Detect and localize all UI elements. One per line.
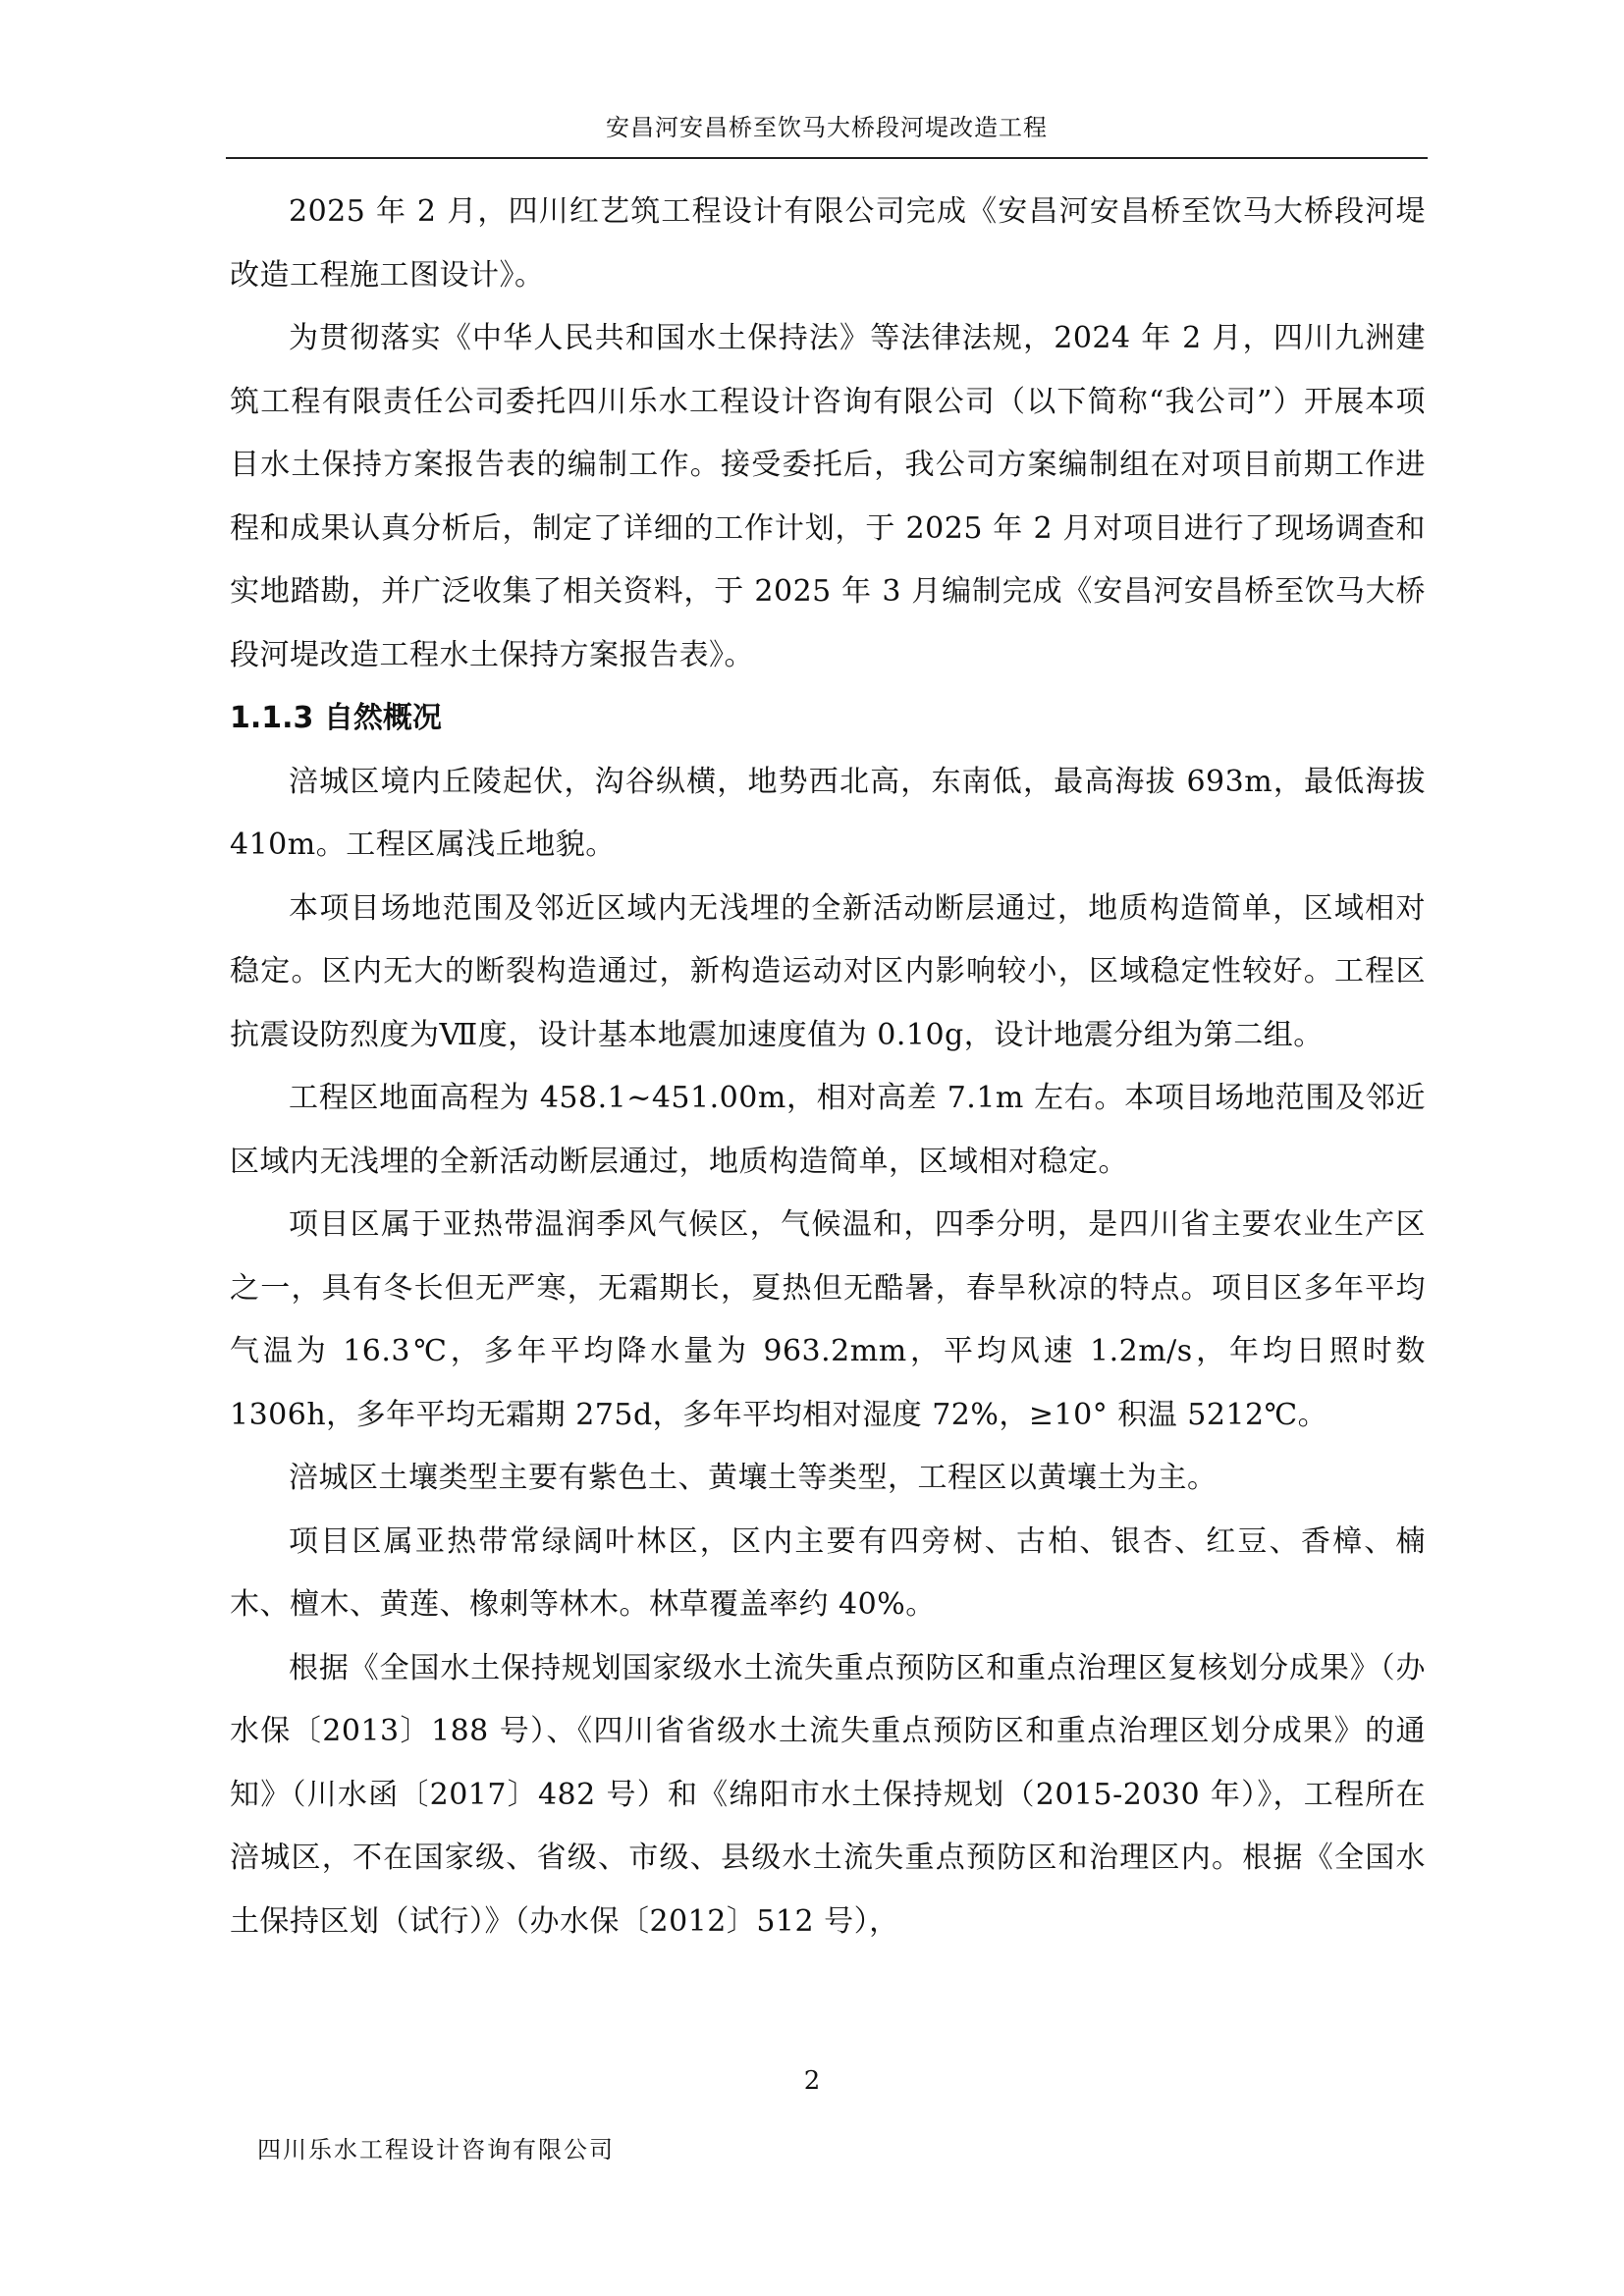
document-body [230,181,1426,1953]
paragraph-geology: 本项目场地范围及邻近区域内无浅埋的全新活动断层通过，地质构造简单，区域相对稳定。区内无大的断裂构造通过，新构造运动对区内影响较小，区域稳定性较好。工程区抗震设防烈度为Ⅶ度，设计基本地震加速度值为 0.10g，设计地震分组为第二组。 [230,890,1426,1052]
paragraph-terrain: 涪城区境内丘陵起伏，沟谷纵横，地势西北高，东南低，最高海拔 693m，最低海拔 410m。工程区属浅丘地貌。 [230,764,1426,862]
footer-company: 四川乐水工程设计咨询有限公司 [257,2136,615,2163]
paragraph-zoning: 根据《全国水土保持规划国家级水土流失重点预防区和重点治理区复核划分成果》（办水保〔2013〕188 号）、《四川省省级水土流失重点预防区和重点治理区划分成果》的通知》（川水函〔2017〕482 号）和《绵阳市水土保持规划（2015-2030 年）》，工程所在涪城区，不在国家级、省级、市级、县级水土流失重点预防区和治理区内。根据《全国水土保持区划（试行）》（办水保〔2012〕512 号）， [230,1650,1426,1939]
running-header: 安昌河安昌桥至饮马大桥段河堤改造工程 [606,114,1048,141]
paragraph-vegetation: 项目区属亚热带常绿阔叶林区，区内主要有四旁树、古柏、银杏、红豆、香樟、楠木、檀木、黄莲、橡刺等林木。林草覆盖率约 40%。 [230,1523,1426,1622]
paragraph-commission: 为贯彻落实《中华人民共和国水土保持法》等法律法规，2024 年 2 月，四川九洲建筑工程有限责任公司委托四川乐水工程设计咨询有限公司（以下简称“我公司”）开展本项目水土保持方案报告表的编制工作。接受委托后，我公司方案编制组在对项目前期工作进程和成果认真分析后，制定了详细的工作计划，于 2025 年 2 月对项目进行了现场调查和实地踏勘，并广泛收集了相关资料，于 2025 年 3 月编制完成《安昌河安昌桥至饮马大桥段河堤改造工程水土保持方案报告表》。 [230,321,1426,672]
paragraph-elevation: 工程区地面高程为 458.1~451.00m，相对高差 7.1m 左右。本项目场地范围及邻近区域内无浅埋的全新活动断层通过，地质构造简单，区域相对稳定。 [230,1081,1426,1179]
paragraph-climate: 项目区属于亚热带温润季风气候区，气候温和，四季分明，是四川省主要农业生产区之一，具有冬长但无严寒，无霜期长，夏热但无酷暑，春旱秋凉的特点。项目区多年平均气温为 16.3℃，多年平均降水量为 963.2mm，平均风速 1.2m/s，年均日照时数 1306h，多年平均无霜期 275d，多年平均相对湿度 72%，≥10° 积温 5212℃。 [230,1207,1426,1432]
section-heading: 1.1.3 自然概况 [230,701,442,735]
paragraph-soil: 涪城区土壤类型主要有紫色土、黄壤土等类型，工程区以黄壤土为主。 [289,1461,1218,1495]
page-number: 2 [803,2066,821,2096]
paragraph-design-completion: 2025 年 2 月，四川红艺筑工程设计有限公司完成《安昌河安昌桥至饮马大桥段河堤改造工程施工图设计》。 [230,194,1426,293]
header-divider [226,157,1428,159]
